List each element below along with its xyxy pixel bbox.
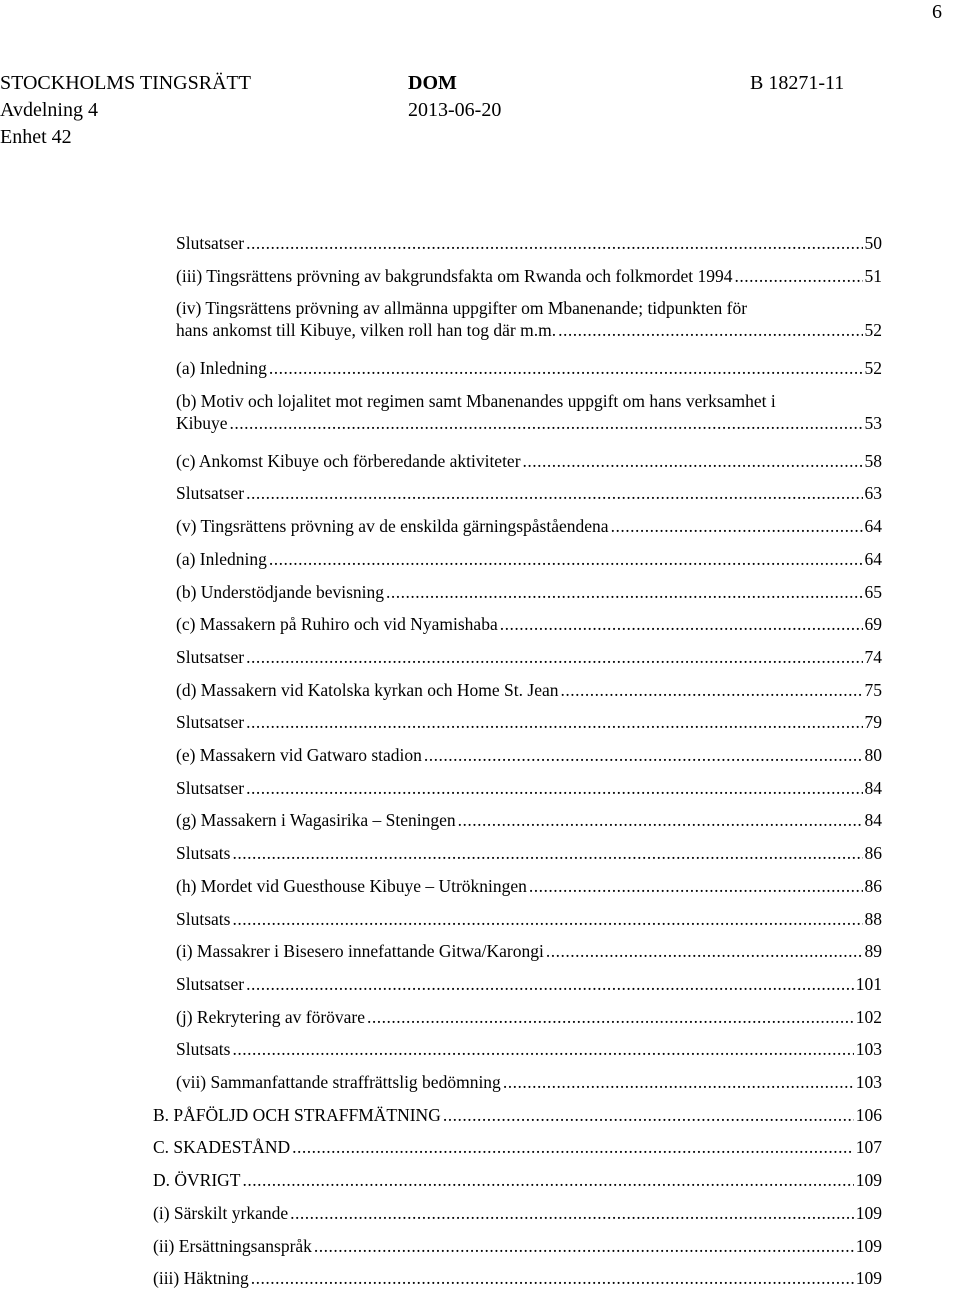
document-date: 2013-06-20 <box>408 99 502 121</box>
toc-entry-title: C. SKADESTÅND <box>153 1137 291 1158</box>
toc-entry-first-line: (b) Motiv och lojalitet mot regimen samt Mbanenandes uppgift om hans verksamhet i <box>176 390 776 411</box>
toc-entry <box>176 482 882 504</box>
toc-entry-title: Slutsatser <box>176 233 245 253</box>
toc-dot-leader <box>500 613 863 635</box>
toc-dot-leader <box>230 412 863 434</box>
toc-entry-title: (e) Massakern vid Gatwaro stadion <box>176 745 422 766</box>
toc-dot-leader <box>246 232 862 254</box>
toc-dot-leader <box>292 1136 854 1158</box>
toc-entry-page: 58 <box>864 450 882 471</box>
toc-entry-page: 88 <box>864 908 882 929</box>
toc-entry-title: Slutsats <box>176 908 231 929</box>
toc-line <box>176 973 882 995</box>
toc-dot-leader <box>246 482 862 504</box>
header-middle <box>408 70 501 124</box>
toc-entry <box>176 744 882 766</box>
toc-line <box>176 265 882 287</box>
toc-line <box>176 908 882 930</box>
toc-entry-page: 50 <box>864 233 882 253</box>
toc-line <box>176 679 882 701</box>
toc-dot-leader <box>314 1235 854 1257</box>
toc-line <box>176 319 882 341</box>
toc-entry-title: (c) Ankomst Kibuye och förberedande aktiviteter <box>176 450 521 471</box>
toc-dot-leader <box>269 357 863 379</box>
toc-entry <box>176 679 882 701</box>
toc-entry-title: (i) Massakrer i Bisesero innefattande Gitwa/Karongi <box>176 941 544 962</box>
toc-entry-page: 69 <box>864 614 882 635</box>
toc-entry-page: 103 <box>855 1039 882 1060</box>
toc-line <box>176 357 882 379</box>
toc-entry-page: 63 <box>864 483 882 504</box>
toc-dot-leader <box>243 1169 854 1191</box>
toc-entry-page: 109 <box>855 1202 882 1223</box>
toc-entry-page: 102 <box>855 1006 882 1027</box>
toc-entry-title: (a) Inledning <box>176 548 267 569</box>
toc-entry-title: (b) Understödjande bevisning <box>176 581 385 602</box>
toc-entry <box>176 265 882 287</box>
toc-entry-title: (vii) Sammanfattande straffrättslig bedömning <box>176 1072 501 1093</box>
toc-entry-page: 84 <box>864 810 882 831</box>
toc-entry-title: hans ankomst till Kibuye, vilken roll han tog där m.m. <box>176 320 557 341</box>
toc-dot-leader <box>503 1071 854 1093</box>
toc-entry-title: Slutsatser <box>176 973 245 994</box>
toc-dot-leader <box>558 319 862 341</box>
toc-entry-page: 84 <box>864 777 882 798</box>
toc-dot-leader <box>251 1267 854 1289</box>
toc-line <box>176 412 882 434</box>
toc-entry-page: 74 <box>864 646 882 667</box>
toc-line <box>176 940 882 962</box>
toc-dot-leader <box>246 777 862 799</box>
toc-entry-page: 75 <box>864 679 882 700</box>
toc-entry <box>153 1235 882 1257</box>
toc-dot-leader <box>232 842 862 864</box>
toc-line <box>176 842 882 864</box>
toc-entry-page: 109 <box>855 1170 882 1191</box>
toc-line <box>176 744 882 766</box>
toc-line <box>176 646 882 668</box>
toc-entry-page: 101 <box>855 973 882 994</box>
toc-entry <box>176 390 882 434</box>
toc-entry-title: Slutsatser <box>176 483 245 504</box>
toc-entry-title: Slutsats <box>176 1039 231 1060</box>
toc-entry-page: 89 <box>864 941 882 962</box>
toc-entry <box>176 973 882 995</box>
toc-line <box>176 777 882 799</box>
toc-entry-title: (iii) Häktning <box>153 1268 249 1289</box>
toc-entry <box>153 1169 882 1191</box>
toc-entry-title: (g) Massakern i Wagasirika – Steningen <box>176 810 456 831</box>
toc-entry <box>176 1006 882 1028</box>
toc-entry <box>176 450 882 472</box>
toc-entry-first-line: (iv) Tingsrättens prövning av allmänna uppgifter om Mbanenande; tidpunkten för <box>176 298 748 319</box>
court-name: STOCKHOLMS TINGSRÄTT <box>0 72 251 94</box>
toc-dot-leader <box>560 679 862 701</box>
toc-entry <box>176 613 882 635</box>
toc-dot-leader <box>735 265 863 287</box>
toc-line <box>153 1136 882 1158</box>
header-left <box>0 70 251 151</box>
toc-entry <box>176 940 882 962</box>
toc-dot-leader <box>523 450 863 472</box>
toc-entry-title: Slutsatser <box>176 712 245 733</box>
toc-entry <box>153 1202 882 1224</box>
toc-entry-page: 52 <box>864 320 882 341</box>
toc-entry-page: 64 <box>864 548 882 569</box>
toc-entry <box>176 581 882 603</box>
toc-entry <box>153 1267 882 1289</box>
toc-dot-leader <box>529 875 863 897</box>
toc-line <box>176 613 882 635</box>
toc-entry-title: (i) Särskilt yrkande <box>153 1202 289 1223</box>
toc-entry-page: 107 <box>855 1137 882 1158</box>
toc-dot-leader <box>246 711 862 733</box>
toc-entry-page: 53 <box>864 412 882 433</box>
toc-entry-title: (ii) Ersättningsanspråk <box>153 1235 312 1256</box>
toc-line <box>176 1006 882 1028</box>
toc-dot-leader <box>611 515 863 537</box>
toc-entry-page: 64 <box>864 516 882 537</box>
toc-entry <box>176 1071 882 1093</box>
toc-entry-page: 86 <box>864 875 882 896</box>
toc-line <box>176 548 882 570</box>
toc-dot-leader <box>290 1202 854 1224</box>
toc-entry <box>176 297 882 341</box>
toc-line <box>176 1038 882 1060</box>
toc-entry-title: B. PÅFÖLJD OCH STRAFFMÄTNING <box>153 1104 441 1125</box>
toc-entry <box>176 875 882 897</box>
toc-entry-page: 65 <box>864 581 882 602</box>
toc-entry <box>176 515 882 537</box>
toc-line <box>176 450 882 472</box>
toc-line <box>176 581 882 603</box>
toc-line <box>176 711 882 733</box>
toc-entry-title: (iii) Tingsrättens prövning av bakgrundsfakta om Rwanda och folkmordet 1994 <box>176 265 733 286</box>
toc-line <box>176 875 882 897</box>
document-type: DOM <box>408 72 457 94</box>
toc-line <box>153 1169 882 1191</box>
division: Avdelning 4 <box>0 99 98 121</box>
toc-dot-leader <box>546 940 863 962</box>
toc-entry <box>176 711 882 733</box>
toc-entry <box>176 809 882 831</box>
toc-entry-page: 109 <box>855 1268 882 1289</box>
toc-line <box>176 232 882 254</box>
toc-line <box>176 1071 882 1093</box>
toc-entry <box>176 548 882 570</box>
toc-entry-page: 103 <box>855 1072 882 1093</box>
unit: Enhet 42 <box>0 126 72 148</box>
toc-entry <box>153 1136 882 1158</box>
toc-entry-title: Slutsats <box>176 843 231 864</box>
toc-entry-title: Kibuye <box>176 412 228 433</box>
case-number: B 18271-11 <box>750 72 845 94</box>
toc-line <box>176 515 882 537</box>
toc-dot-leader <box>246 973 854 995</box>
toc-line <box>153 1235 882 1257</box>
toc-line <box>176 482 882 504</box>
toc-line <box>176 809 882 831</box>
toc-dot-leader <box>367 1006 854 1028</box>
toc-dot-leader <box>458 809 863 831</box>
toc-entry <box>153 1104 882 1126</box>
toc-entry-page: 52 <box>864 358 882 379</box>
toc-entry-title: (c) Massakern på Ruhiro och vid Nyamishaba <box>176 614 498 635</box>
toc-entry-page: 86 <box>864 843 882 864</box>
toc-dot-leader <box>232 1038 853 1060</box>
toc-line <box>153 1267 882 1289</box>
toc-entry <box>176 842 882 864</box>
toc-dot-leader <box>232 908 862 930</box>
toc-entry-title: Slutsatser <box>176 646 245 667</box>
toc-entry-title: (j) Rekrytering av förövare <box>176 1006 366 1027</box>
toc-entry-title: D. ÖVRIGT <box>153 1170 241 1191</box>
toc-entry-title: Slutsatser <box>176 777 245 798</box>
toc-entry <box>176 1038 882 1060</box>
toc-line <box>153 1104 882 1126</box>
toc-entry-title: (d) Massakern vid Katolska kyrkan och Home St. Jean <box>176 679 559 700</box>
toc-dot-leader <box>269 548 863 570</box>
toc-entry-page: 106 <box>855 1104 882 1125</box>
toc-dot-leader <box>443 1104 854 1126</box>
toc-entry-page: 79 <box>864 712 882 733</box>
toc-entry <box>176 232 882 254</box>
toc-line <box>153 1202 882 1224</box>
header-right <box>750 70 844 97</box>
toc-entry-page: 109 <box>855 1235 882 1256</box>
toc-dot-leader <box>386 581 862 603</box>
page-number: 6 <box>932 1 942 23</box>
toc-dot-leader <box>424 744 863 766</box>
toc-entry <box>176 908 882 930</box>
toc-entry-title: (a) Inledning <box>176 358 267 379</box>
toc-entry <box>176 777 882 799</box>
toc-entry-page: 80 <box>864 745 882 766</box>
toc-entry-title: (v) Tingsrättens prövning av de enskilda gärningspåståendena <box>176 516 609 537</box>
toc-entry <box>176 646 882 668</box>
toc-entry <box>176 357 882 379</box>
toc-entry-title: (h) Mordet vid Guesthouse Kibuye – Utrökningen <box>176 875 527 896</box>
toc-dot-leader <box>246 646 862 668</box>
toc-entry-page: 51 <box>864 265 882 286</box>
